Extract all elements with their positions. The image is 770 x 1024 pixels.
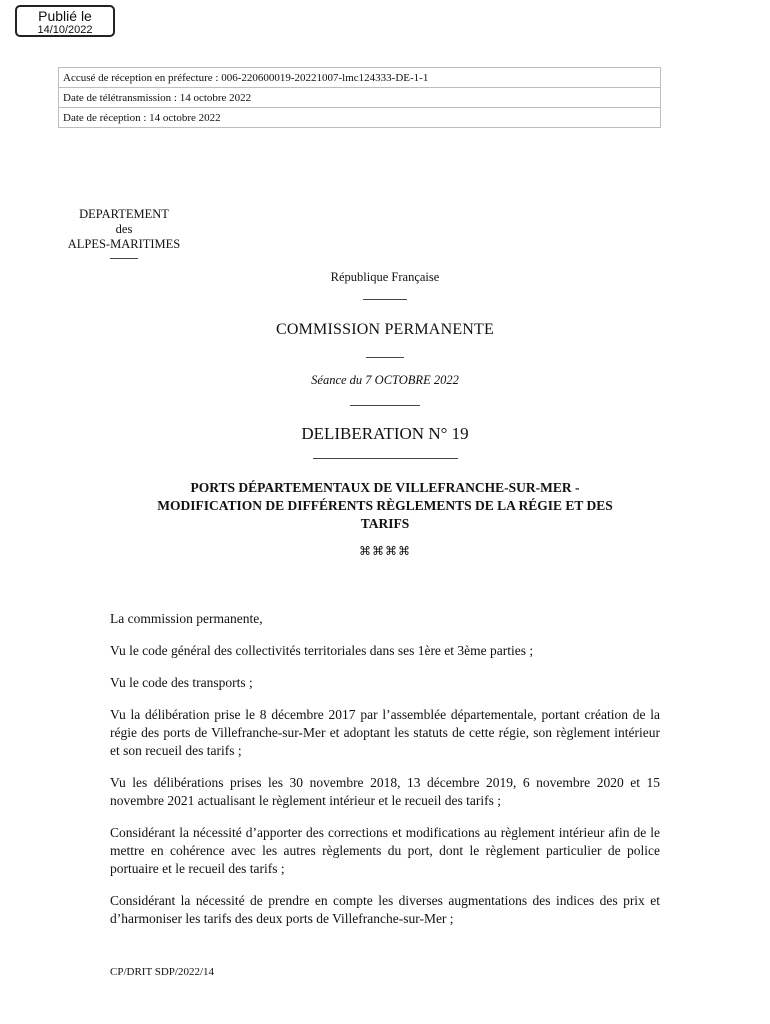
divider [313,458,458,459]
receipt-transmission-date: Date de télétransmission : 14 octobre 2022 [59,88,661,108]
receipt-row [59,68,661,88]
subject-line: PORTS DÉPARTEMENTAUX DE VILLEFRANCHE-SUR-MER - [190,480,580,495]
body-paragraph: La commission permanente, [110,611,263,626]
divider [363,299,407,300]
body-paragraph: Considérant la nécessité de prendre en compte les diverses augmentations des indices des prix et d’harmoniser les tarifs des deux ports de Villefranche-sur-Mer ; [110,893,660,926]
department-line2: des [115,222,133,236]
ornament-separator: ⌘⌘⌘⌘ [359,544,411,558]
deliberation-number: DELIBERATION N° 19 [301,424,469,443]
receipt-reception-date: Date de réception : 14 octobre 2022 [59,108,661,128]
commission-title: COMMISSION PERMANENTE [276,321,494,338]
body-paragraph: Vu les délibérations prises les 30 novembre 2018, 13 décembre 2019, 6 novembre 2020 et 15 novembre 2021 actualisant le règlement intérieur et le recueil des tarifs ; [110,775,660,808]
receipt-row [59,88,661,108]
body-paragraph: Vu le code des transports ; [110,675,253,690]
deliberation-body [110,610,660,942]
body-paragraph: Considérant la nécessité d’apporter des corrections et modifications au règlement intérieur afin de le mettre en cohérence avec les autres règlements du port, dont le règlement particulier de police portuaire et le recueil des tarifs ; [110,825,660,876]
divider [350,405,420,406]
body-paragraph: Vu le code général des collectivités territoriales dans ses 1ère et 3ème parties ; [110,643,534,658]
department-line1: DEPARTEMENT [79,207,169,221]
session-date: Séance du 7 OCTOBRE 2022 [311,373,459,387]
receipt-acknowledgement: Accusé de réception en préfecture : 006-220600019-20221007-lmc124333-DE-1-1 [59,68,661,88]
body-paragraph: Vu la délibération prise le 8 décembre 2017 par l’assemblée départementale, portant création de la régie des ports de Villefranche-sur-Mer et adoptant les statuts de cette régie, son règlement intérieur et son recueil des tarifs ; [110,707,660,758]
subject-line: TARIFS [360,516,410,531]
stamp-date: 14/10/2022 [37,24,93,36]
department-block [58,207,190,259]
publication-stamp [15,5,115,37]
department-divider [110,258,138,259]
divider [366,357,404,358]
receipt-box [58,67,661,128]
republic-label: République Française [330,270,440,284]
stamp-label: Publié le [38,8,92,24]
receipt-row [59,108,661,128]
subject-line: MODIFICATION DE DIFFÉRENTS RÈGLEMENTS DE LA RÉGIE ET DES [157,498,613,513]
department-line3: ALPES-MARITIMES [67,237,181,251]
footer-reference: CP/DRIT SDP/2022/14 [110,966,215,978]
subject-heading [110,479,660,533]
